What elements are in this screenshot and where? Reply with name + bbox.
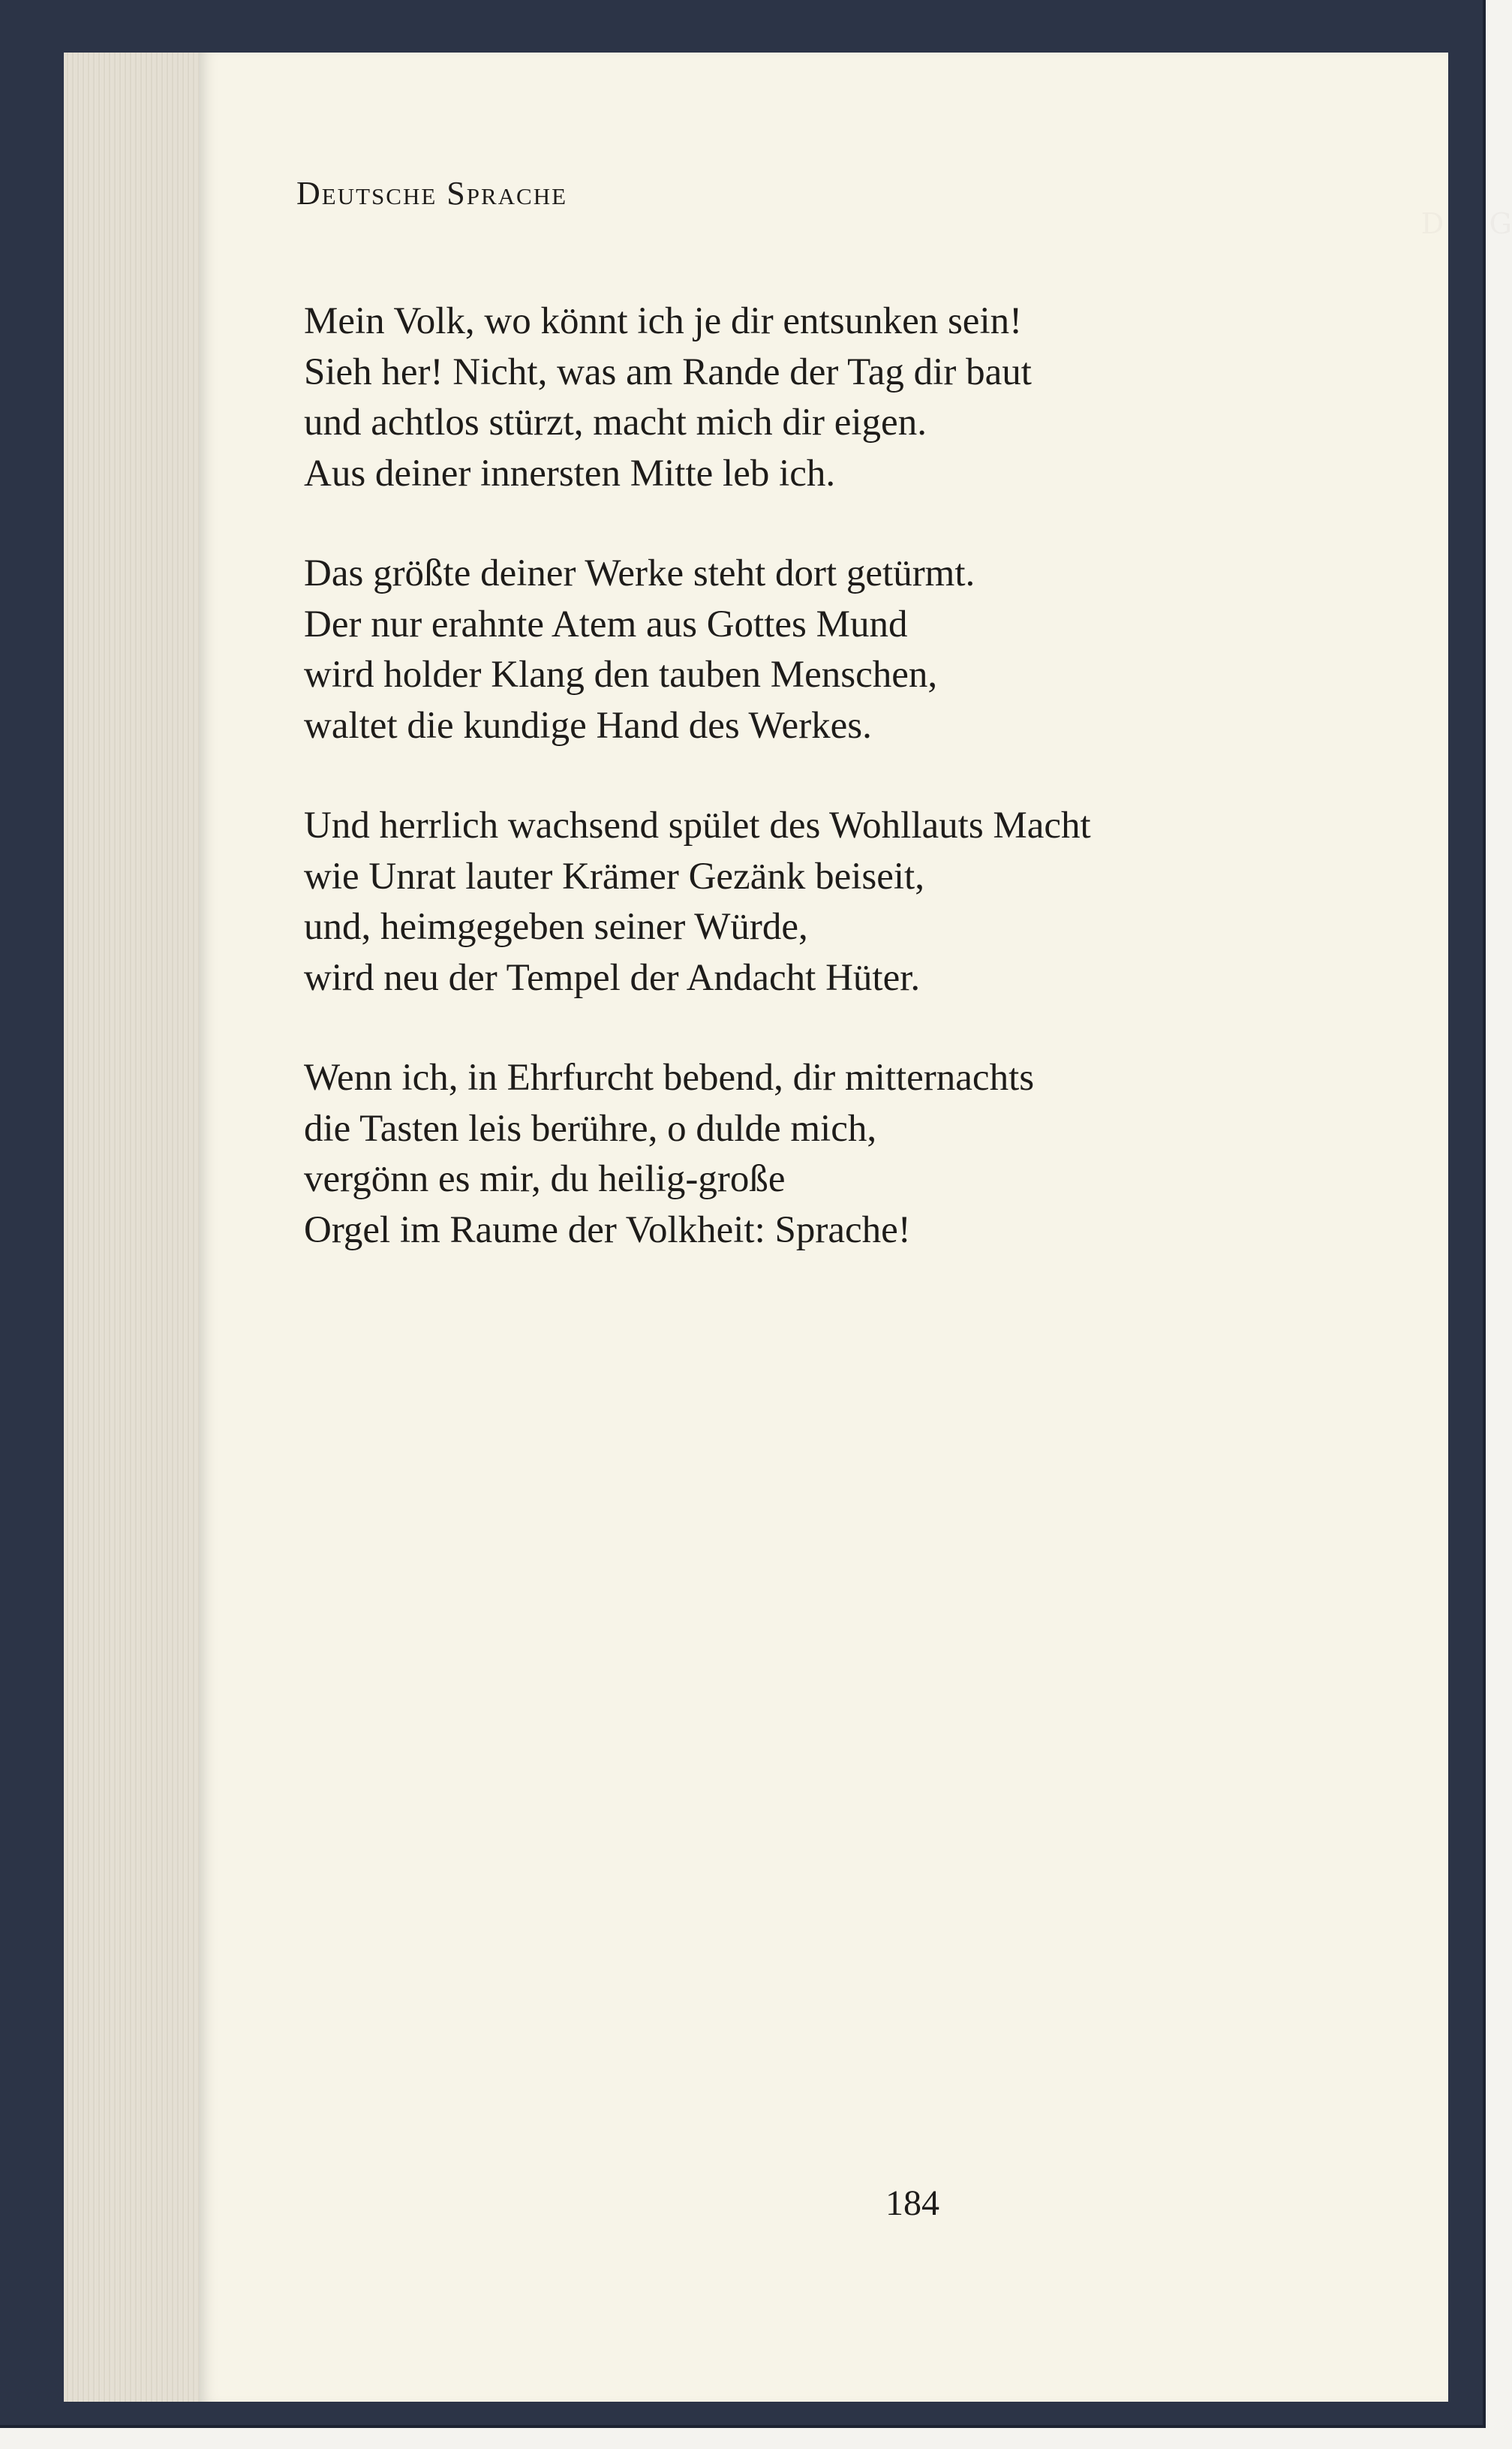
poem-line: waltet die kundige Hand des Werkes. [304,704,872,747]
poem-line: Der nur erahnte Atem aus Gottes Mund [304,603,908,645]
poem-title: Deutsche Sprache [296,175,568,212]
stanza [304,1053,1414,1256]
poem-body [304,296,1414,1305]
poem-line: vergönn es mir, du heilig-große [304,1158,786,1200]
poem-line: und, heimgegeben seiner Würde, [304,906,808,948]
poem-line: wird holder Klang den tauben Menschen, [304,654,938,696]
stanza [304,296,1414,499]
stanza [304,549,1414,751]
poem-line: Das größte deiner Werke steht dort getürmt. [304,552,975,594]
poem-line: Wenn ich, in Ehrfurcht bebend, dir mitternachts [304,1057,1035,1099]
poem-line: Und herrlich wachsend spület des Wohllauts Macht [304,805,1091,847]
poem-line: wird neu der Tempel der Andacht Hüter. [304,956,921,999]
poem-line: Sieh her! Nicht, was am Rande der Tag dir baut [304,351,1032,393]
page-edges [64,53,203,2402]
poem-line: die Tasten leis berühre, o dulde mich, [304,1107,877,1150]
poem-line: Aus deiner innersten Mitte leb ich. [304,452,836,495]
show-through-text: D G [1420,207,1512,240]
poem-line: Orgel im Raume der Volkheit: Sprache! [304,1208,911,1251]
poem-line: wie Unrat lauter Krämer Gezänk beiseit, [304,855,924,898]
stanza [304,801,1414,1003]
poem-line: Mein Volk, wo könnt ich je dir entsunken sein! [304,300,1023,342]
page-number: 184 [885,2183,939,2223]
poem-line: und achtlos stürzt, macht mich dir eigen. [304,402,927,444]
